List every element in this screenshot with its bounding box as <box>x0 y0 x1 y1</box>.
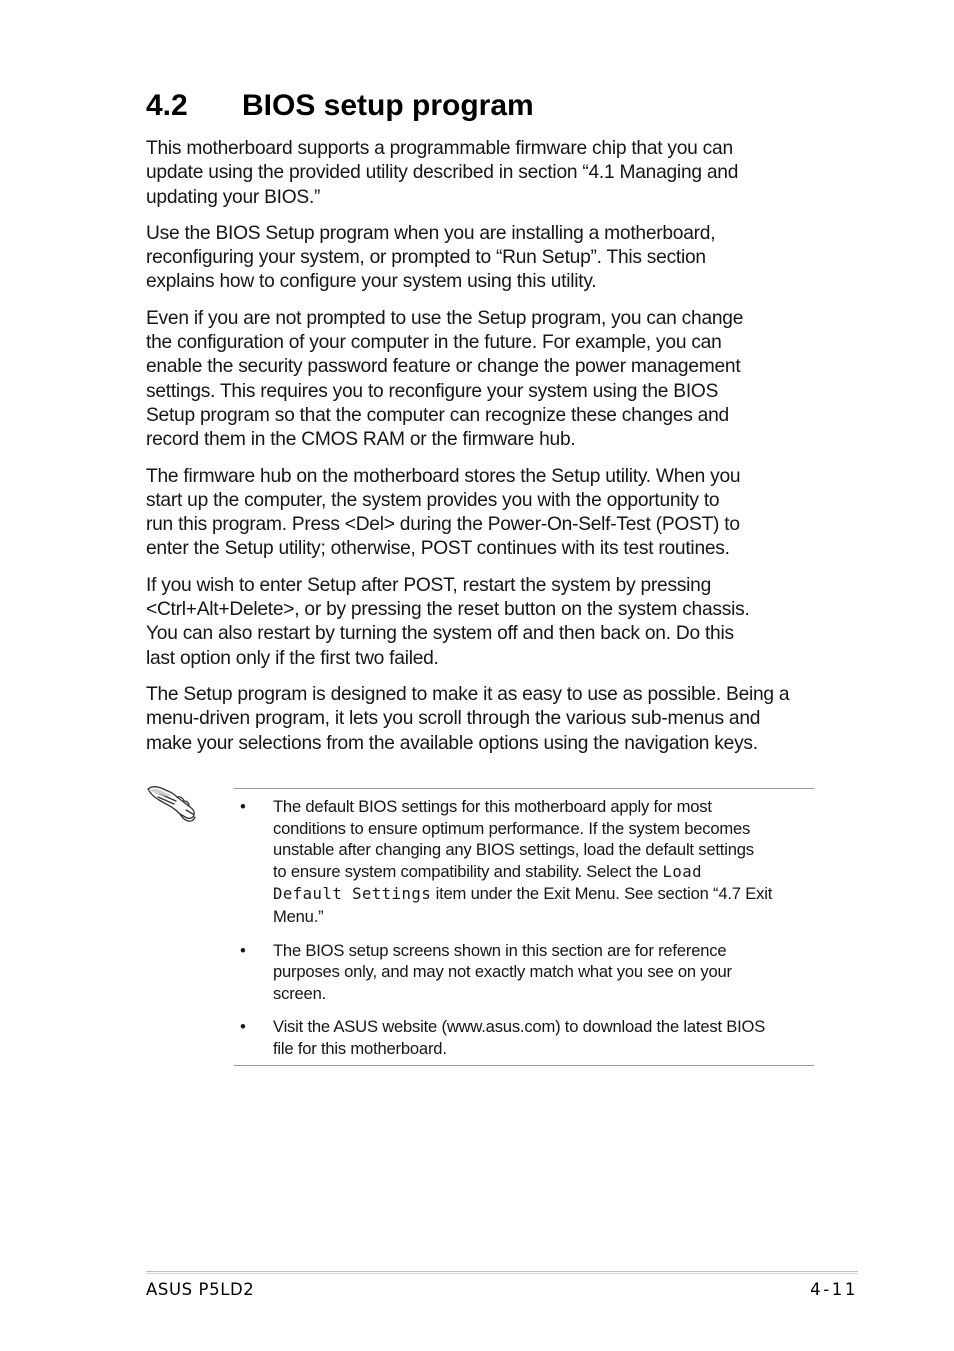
paragraph-menu-driven: The Setup program is designed to make it as easy to use as possible. Being a menu-driven program, it lets you scroll through the various sub-menus and make your selections from the available options using the navigation keys. <box>146 683 790 754</box>
note-item-asus-website: • Visit the ASUS website (www.asus.com) to download the latest BIOS file for this motherboard. <box>240 1017 766 1058</box>
note-box <box>234 788 814 1066</box>
menu-item-load-default-settings-cont: Default Settings <box>273 885 432 904</box>
paragraph-reconfigure: Even if you are not prompted to use the Setup program, you can change the configuration of your computer in the future. For example, you can enable the security password feature or change the power management settings. This requires you to reconfigure your system using the BIOS Setup program so that the computer can recognize these changes and record them in the CMOS RAM or the firmware hub. <box>146 307 744 451</box>
bullet: • <box>240 797 246 816</box>
bullet: • <box>240 1017 246 1037</box>
bullet: • <box>240 940 246 960</box>
paragraph-restart: If you wish to enter Setup after POST, restart the system by pressing <Ctrl+Alt+Delete>, or by pressing the reset button on the system chassis. You can also restart by turning the system off and then back on. Do this last option only if the first two failed. <box>146 574 750 669</box>
menu-item-load-default-settings: Load <box>662 862 703 881</box>
paragraph-intro: This motherboard supports a programmable firmware chip that you can update using the provided utility described in section “4.1 Managing and updating your BIOS.” <box>146 138 739 208</box>
footer-rule <box>146 1271 858 1274</box>
body-text <box>146 137 818 768</box>
paragraph-usage: Use the BIOS Setup program when you are installing a motherboard, reconfiguring your system, or prompted to “Run Setup”. This section explains how to configure your system using this utility. <box>146 222 716 293</box>
note-hand-icon <box>146 783 200 825</box>
note-list <box>234 796 814 1072</box>
note-item-default-settings: • The default BIOS settings for this motherboard apply for most conditions to ensure optimum performance. If the system becomes unstable after changing any BIOS settings, load the default settings to ensure system compatibility and stability. Select the Load Default Settings item under the Exit Menu. See section “4.7 Exit Menu.” <box>240 797 773 926</box>
footer-page-number: 4-11 <box>810 1280 858 1299</box>
section-number: 4.2 <box>146 89 188 122</box>
paragraph-firmware-hub: The firmware hub on the motherboard stores the Setup utility. When you start up the computer, the system provides you with the opportunity to run this program. Press <Del> during the Power-On-Self-Test (POST) to enter the Setup utility; otherwise, POST continues with its test routines. <box>146 465 741 560</box>
footer-product-name: ASUS P5LD2 <box>146 1280 255 1299</box>
section-heading <box>146 86 534 126</box>
section-title: BIOS setup program <box>242 89 534 122</box>
note-item-reference-screens: • The BIOS setup screens shown in this section are for reference purposes only, and may not exactly match what you see on your screen. <box>240 940 732 1003</box>
